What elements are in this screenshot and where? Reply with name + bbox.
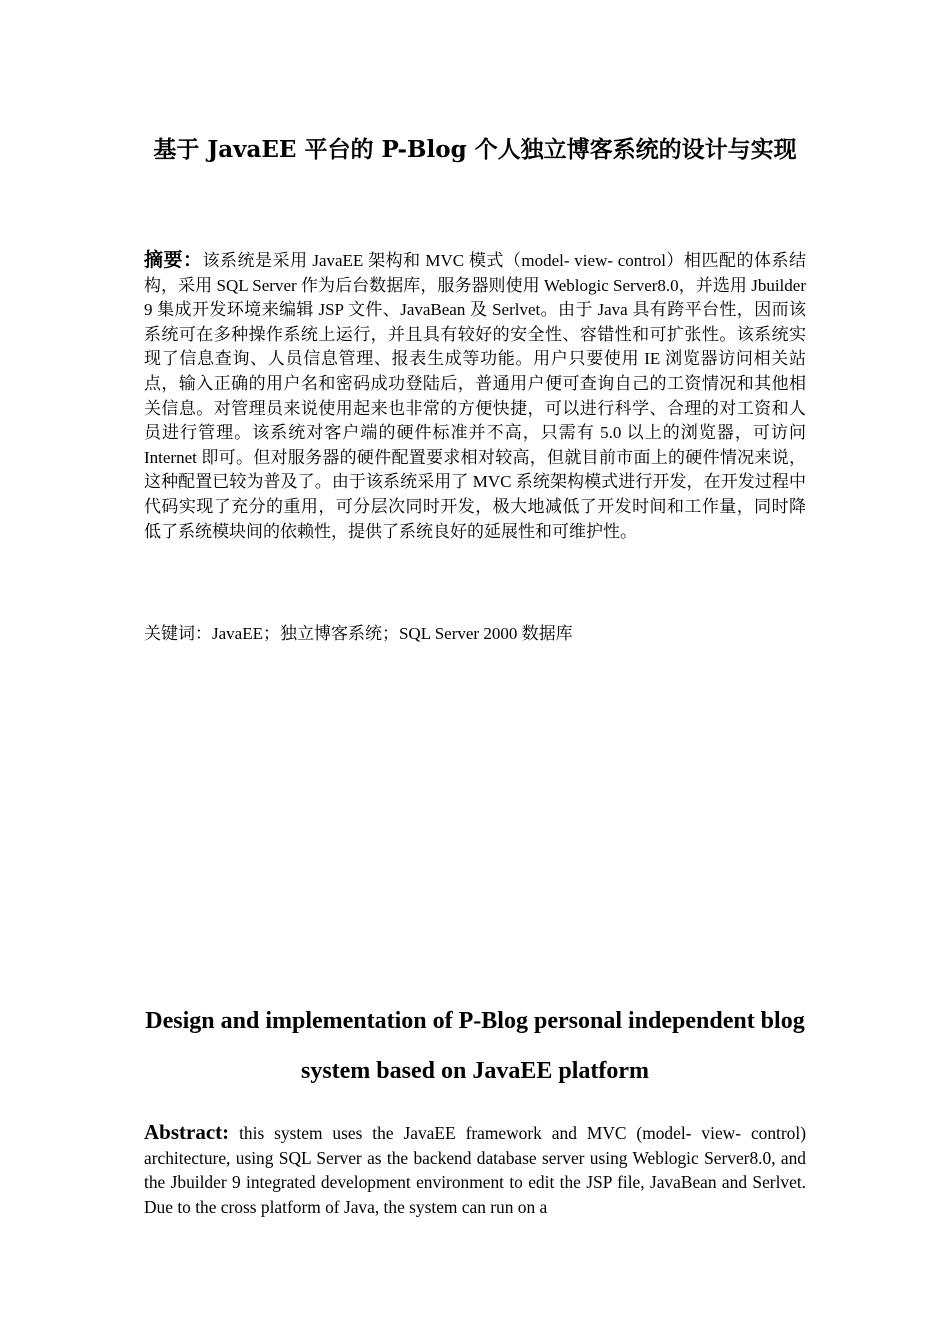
english-abstract-text: this system uses the JavaEE framework and MVC (model- view- control) architecture, using SQL Server as the backend database server using Weblogic Server8.0, and the Jbuilder 9 integrated development environment to edit the JSP file, JavaBean and Serlvet. Due to the cross platform of Java, the system can run on a: [144, 1123, 806, 1217]
chinese-keywords: 关键词：JavaEE；独立博客系统；SQL Server 2000 数据库: [144, 624, 573, 643]
english-title: Design and implementation of P-Blog personal independent blog system based on JavaEE platform: [145, 1008, 805, 1084]
chinese-abstract: [144, 248, 806, 544]
english-abstract-label: Abstract:: [144, 1120, 230, 1144]
chinese-abstract-text: 该系统是采用 JavaEE 架构和 MVC 模式（model- view- control）相匹配的体系结构，采用 SQL Server 作为后台数据库，服务器则使用 Weblogic Server8.0，并选用 Jbuilder 9 集成开发环境来编辑 JSP 文件、JavaBean 及 Serlvet。由于 Java 具有跨平台性，因而该系统可在多种操作系统上运行，并且具有较好的安全性、容错性和可扩张性。该系统实现了信息查询、人员信息管理、报表生成等功能。用户只要使用 IE 浏览器访问相关站点，输入正确的用户名和密码成功登陆后，普通用户便可查询自己的工资情况和其他相关信息。对管理员来说使用起来也非常的方便快捷，可以进行科学、合理的对工资和人员进行管理。该系统对客户端的硬件标准并不高，只需有 5.0 以上的浏览器，可访问 Internet 即可。但对服务器的硬件配置要求相对较高，但就目前市面上的硬件情况来说，这种配置已较为普及了。由于该系统采用了 MVC 系统架构模式进行开发，在开发过程中代码实现了充分的重用，可分层次同时开发，极大地减低了开发时间和工作量，同时降低了系统模块间的依赖性，提供了系统良好的延展性和可维护性。: [144, 251, 806, 541]
chinese-abstract-label: 摘要：: [144, 249, 203, 271]
english-abstract: [144, 1120, 806, 1219]
chinese-title: 基于 JavaEE 平台的 P-Blog 个人独立博客系统的设计与实现: [153, 136, 797, 163]
